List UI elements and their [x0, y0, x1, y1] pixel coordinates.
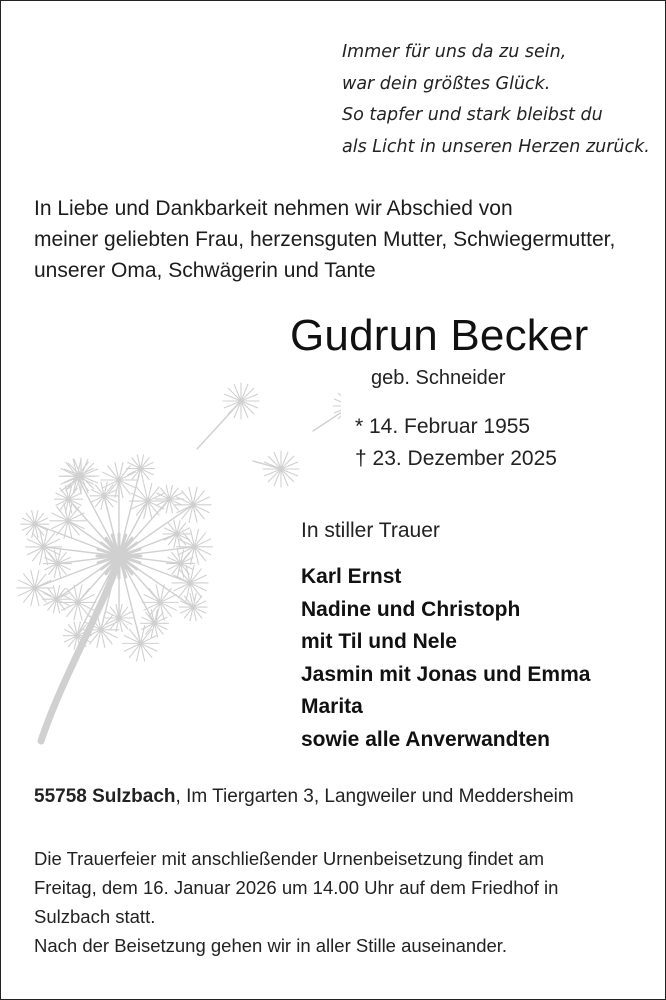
mourner-name: Nadine und Christoph	[301, 597, 521, 621]
mourner-name: Jasmin mit Jonas und Emma	[301, 662, 591, 686]
funeral-notice	[34, 844, 558, 960]
notice-line: Freitag, dem 16. Januar 2026 um 14.00 Uhr auf dem Friedhof in	[34, 877, 559, 898]
poem-line: So tapfer und stark bleibst du	[342, 105, 603, 125]
address-city: 55758 Sulzbach	[34, 786, 176, 807]
intro-text	[34, 193, 615, 286]
deceased-name: Gudrun Becker	[290, 311, 589, 360]
address	[34, 786, 574, 808]
poem	[342, 37, 650, 163]
intro-line: unserer Oma, Schwägerin und Tante	[34, 259, 376, 282]
poem-line: als Licht in unseren Herzen zurück.	[342, 136, 650, 157]
mourner-name: Karl Ernst	[301, 565, 402, 588]
notice-line: Nach der Beisetzung gehen wir in aller Stille auseinander.	[34, 935, 508, 956]
poem-line: war dein größtes Glück.	[342, 73, 551, 94]
mourner-name: mit Til und Nele	[301, 630, 457, 653]
birth-date: * 14. Februar 1955	[355, 415, 531, 438]
notice-line: Die Trauerfeier mit anschließender Urnenbeisetzung findet am	[34, 848, 545, 869]
life-dates	[355, 411, 557, 475]
intro-line: In Liebe und Dankbarkeit nehmen wir Abschied von	[34, 197, 513, 220]
mourner-name: Marita	[301, 695, 363, 718]
address-rest: , Im Tiergarten 3, Langweiler und Meddersheim	[175, 786, 574, 807]
mourners-list	[301, 561, 590, 756]
mourning-heading: In stiller Trauer	[301, 519, 440, 542]
notice-line: Sulzbach statt.	[34, 906, 156, 927]
death-date: † 23. Dezember 2025	[355, 447, 557, 470]
maiden-name: geb. Schneider	[371, 367, 506, 389]
mourner-name: sowie alle Anverwandten	[301, 727, 550, 751]
poem-line: Immer für uns da zu sein,	[342, 42, 567, 62]
dandelion-icon	[1, 361, 341, 751]
intro-line: meiner geliebten Frau, herzensguten Mutter, Schwiegermutter,	[34, 228, 616, 251]
